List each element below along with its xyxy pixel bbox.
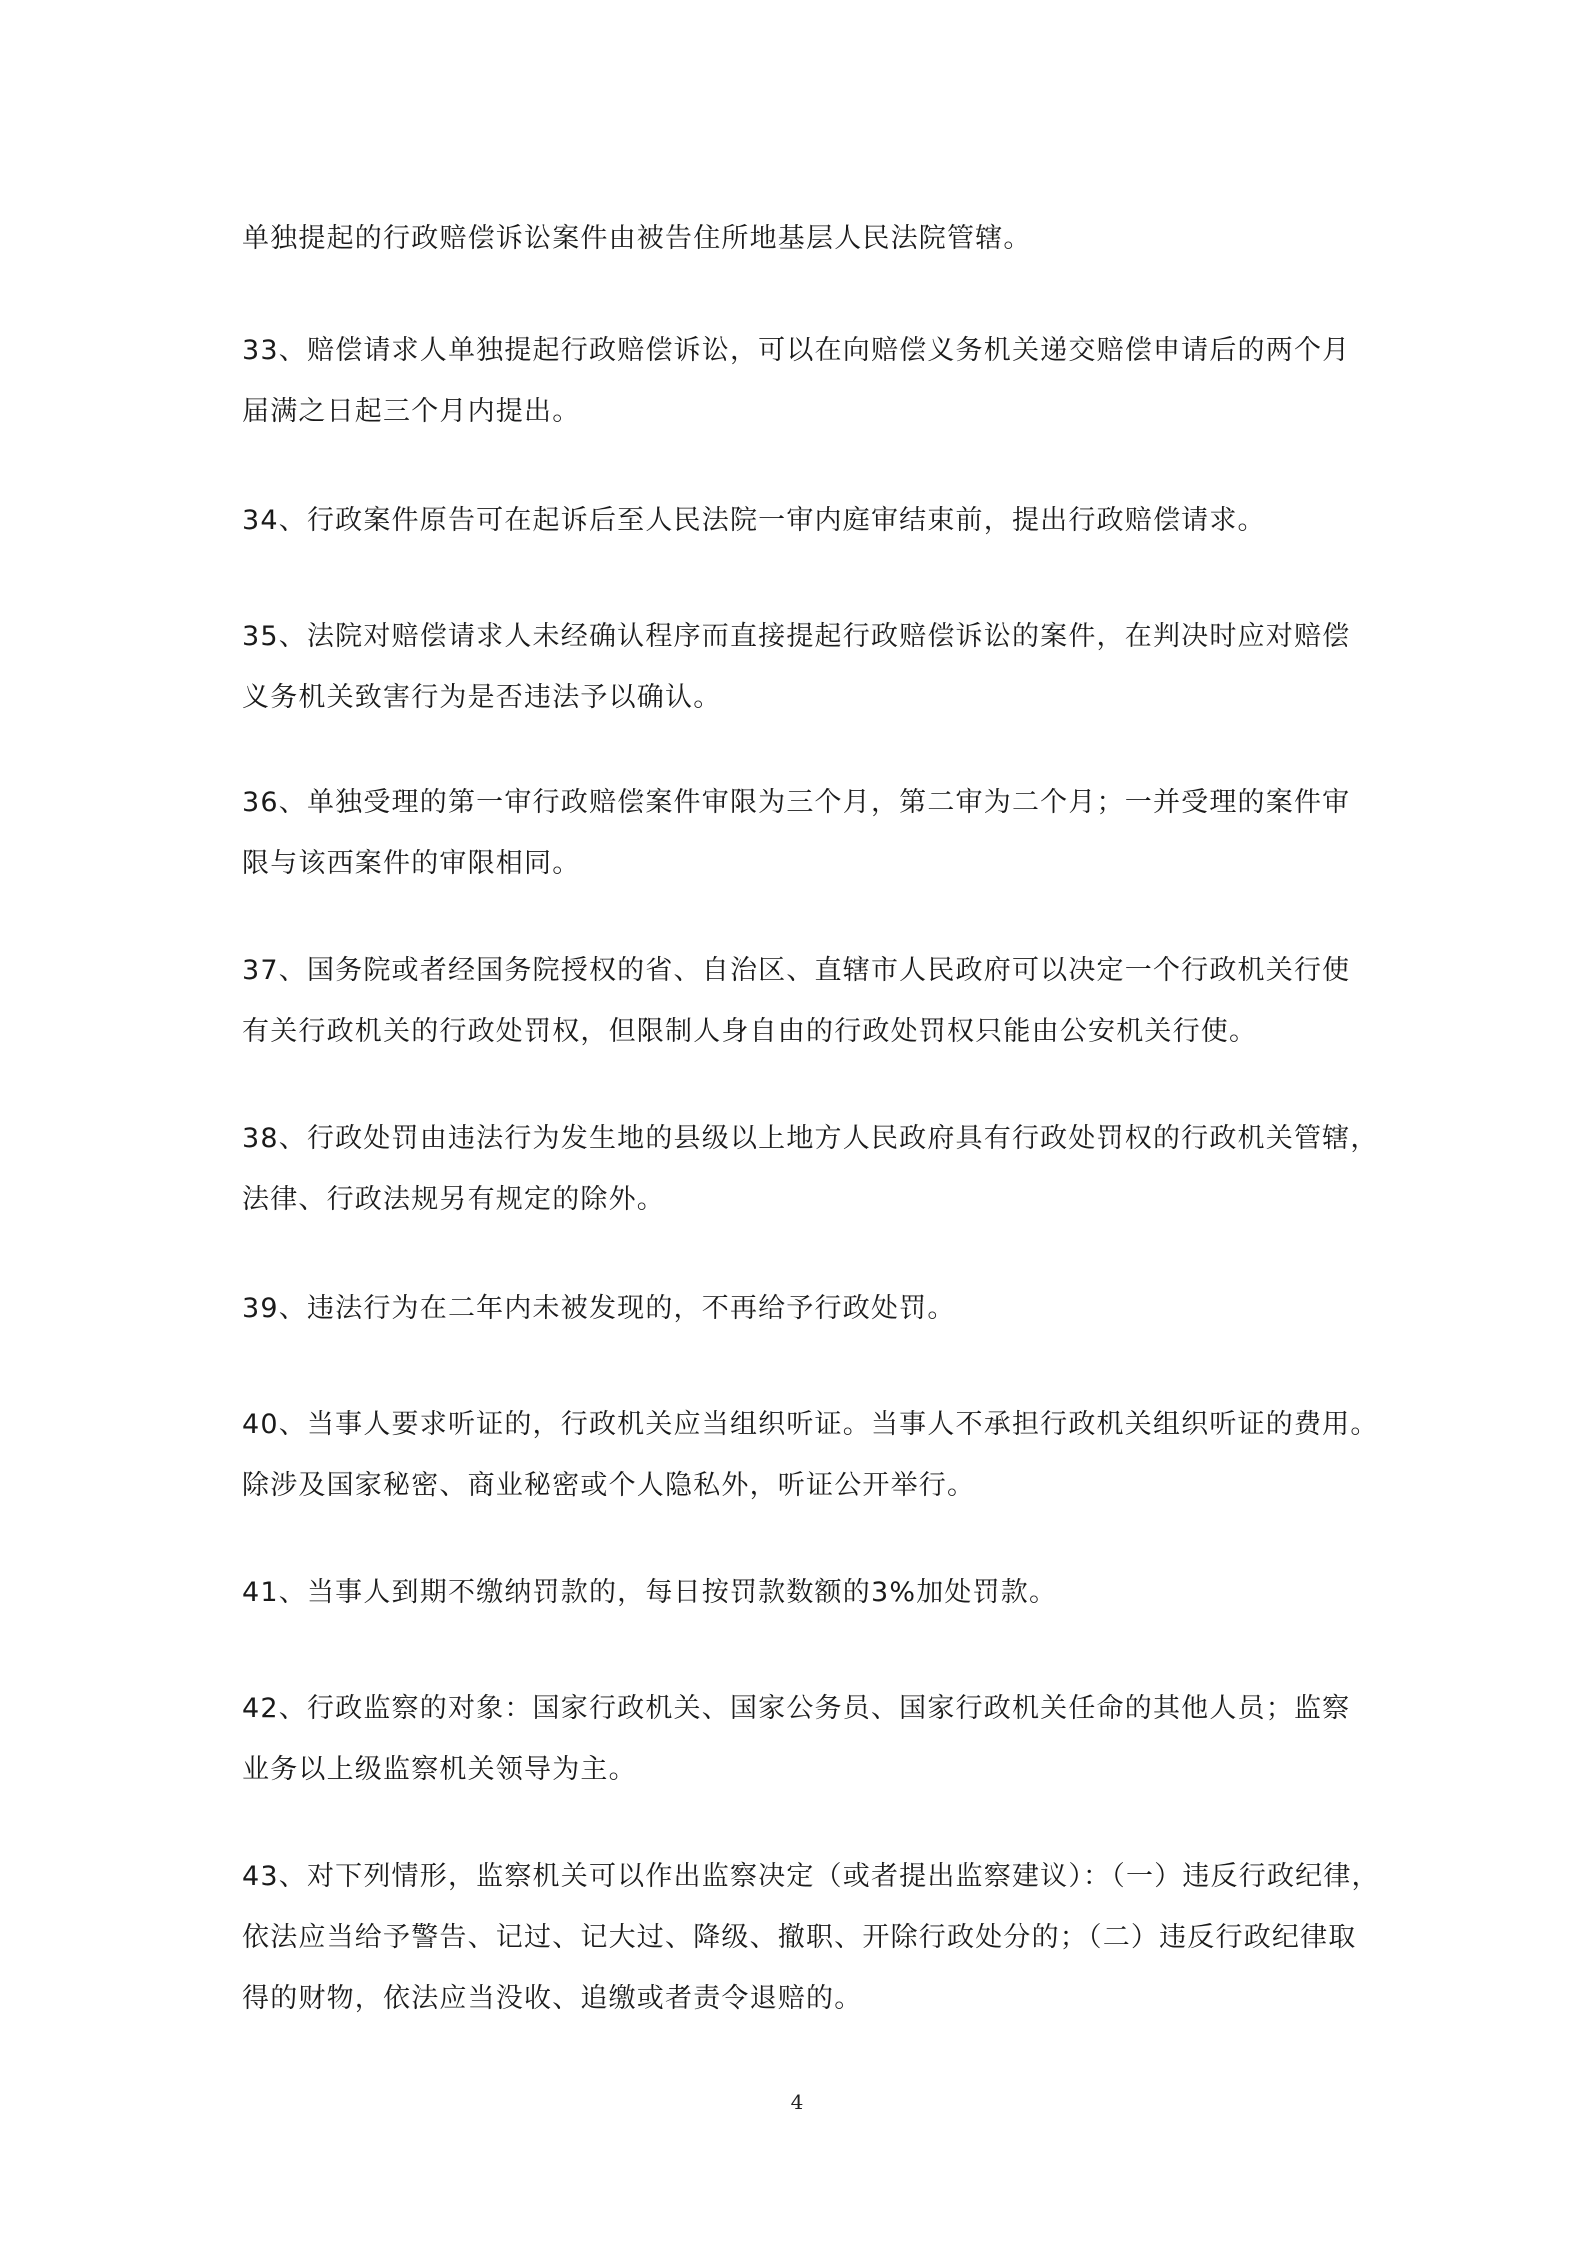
paragraph-line: 33、赔偿请求人单独提起行政赔偿诉讼，可以在向赔偿义务机关递交赔偿申请后的两个月 xyxy=(242,335,1351,366)
paragraph-line: 义务机关致害行为是否违法予以确认。 xyxy=(242,682,722,713)
paragraph-item-41 xyxy=(242,1562,1362,1623)
paragraph-item-37 xyxy=(242,940,1362,1062)
paragraph-item-36 xyxy=(242,772,1362,894)
paragraph-line: 43、对下列情形，监察机关可以作出监察决定（或者提出监察建议）：（一）违反行政纪律， xyxy=(242,1861,1380,1892)
paragraph-line: 依法应当给予警告、记过、记大过、降级、撤职、开除行政处分的；（二）违反行政纪律取 xyxy=(242,1922,1357,1953)
paragraph-item-34 xyxy=(242,490,1362,551)
paragraph-item-43 xyxy=(242,1846,1380,2029)
paragraph-line: 35、法院对赔偿请求人未经确认程序而直接提起行政赔偿诉讼的案件，在判决时应对赔偿 xyxy=(242,621,1351,652)
paragraph-line: 单独提起的行政赔偿诉讼案件由被告住所地基层人民法院管辖。 xyxy=(242,223,1032,254)
page-number: 4 xyxy=(790,2090,804,2114)
paragraph-line: 40、当事人要求听证的，行政机关应当组织听证。当事人不承担行政机关组织听证的费用。 xyxy=(242,1409,1379,1440)
paragraph-line: 41、当事人到期不缴纳罚款的，每日按罚款数额的3%加处罚款。 xyxy=(242,1577,1058,1608)
paragraph-line: 37、国务院或者经国务院授权的省、自治区、直辖市人民政府可以决定一个行政机关行使 xyxy=(242,955,1351,986)
paragraph-line: 法律、行政法规另有规定的除外。 xyxy=(242,1184,665,1215)
paragraph-line: 34、行政案件原告可在起诉后至人民法院一审内庭审结束前，提出行政赔偿请求。 xyxy=(242,505,1266,536)
paragraph-item-38 xyxy=(242,1108,1379,1230)
paragraph-continuation xyxy=(242,208,1362,269)
paragraph-line: 38、行政处罚由违法行为发生地的县级以上地方人民政府具有行政处罚权的行政机关管辖， xyxy=(242,1123,1379,1154)
paragraph-line: 得的财物，依法应当没收、追缴或者责令退赔的。 xyxy=(242,1983,863,2014)
paragraph-item-42 xyxy=(242,1678,1362,1800)
paragraph-line: 限与该西案件的审限相同。 xyxy=(242,848,581,879)
paragraph-item-40 xyxy=(242,1394,1379,1516)
paragraph-item-39 xyxy=(242,1278,1362,1339)
paragraph-line: 39、违法行为在二年内未被发现的，不再给予行政处罚。 xyxy=(242,1293,956,1324)
paragraph-item-33 xyxy=(242,320,1362,442)
paragraph-line: 除涉及国家秘密、商业秘密或个人隐私外，听证公开举行。 xyxy=(242,1470,976,1501)
paragraph-line: 届满之日起三个月内提出。 xyxy=(242,396,581,427)
paragraph-line: 36、单独受理的第一审行政赔偿案件审限为三个月，第二审为二个月；一并受理的案件审 xyxy=(242,787,1351,818)
paragraph-item-35 xyxy=(242,606,1362,728)
paragraph-line: 有关行政机关的行政处罚权，但限制人身自由的行政处罚权只能由公安机关行使。 xyxy=(242,1016,1258,1047)
paragraph-line: 42、行政监察的对象：国家行政机关、国家公务员、国家行政机关任命的其他人员；监察 xyxy=(242,1693,1351,1724)
paragraph-line: 业务以上级监察机关领导为主。 xyxy=(242,1754,637,1785)
